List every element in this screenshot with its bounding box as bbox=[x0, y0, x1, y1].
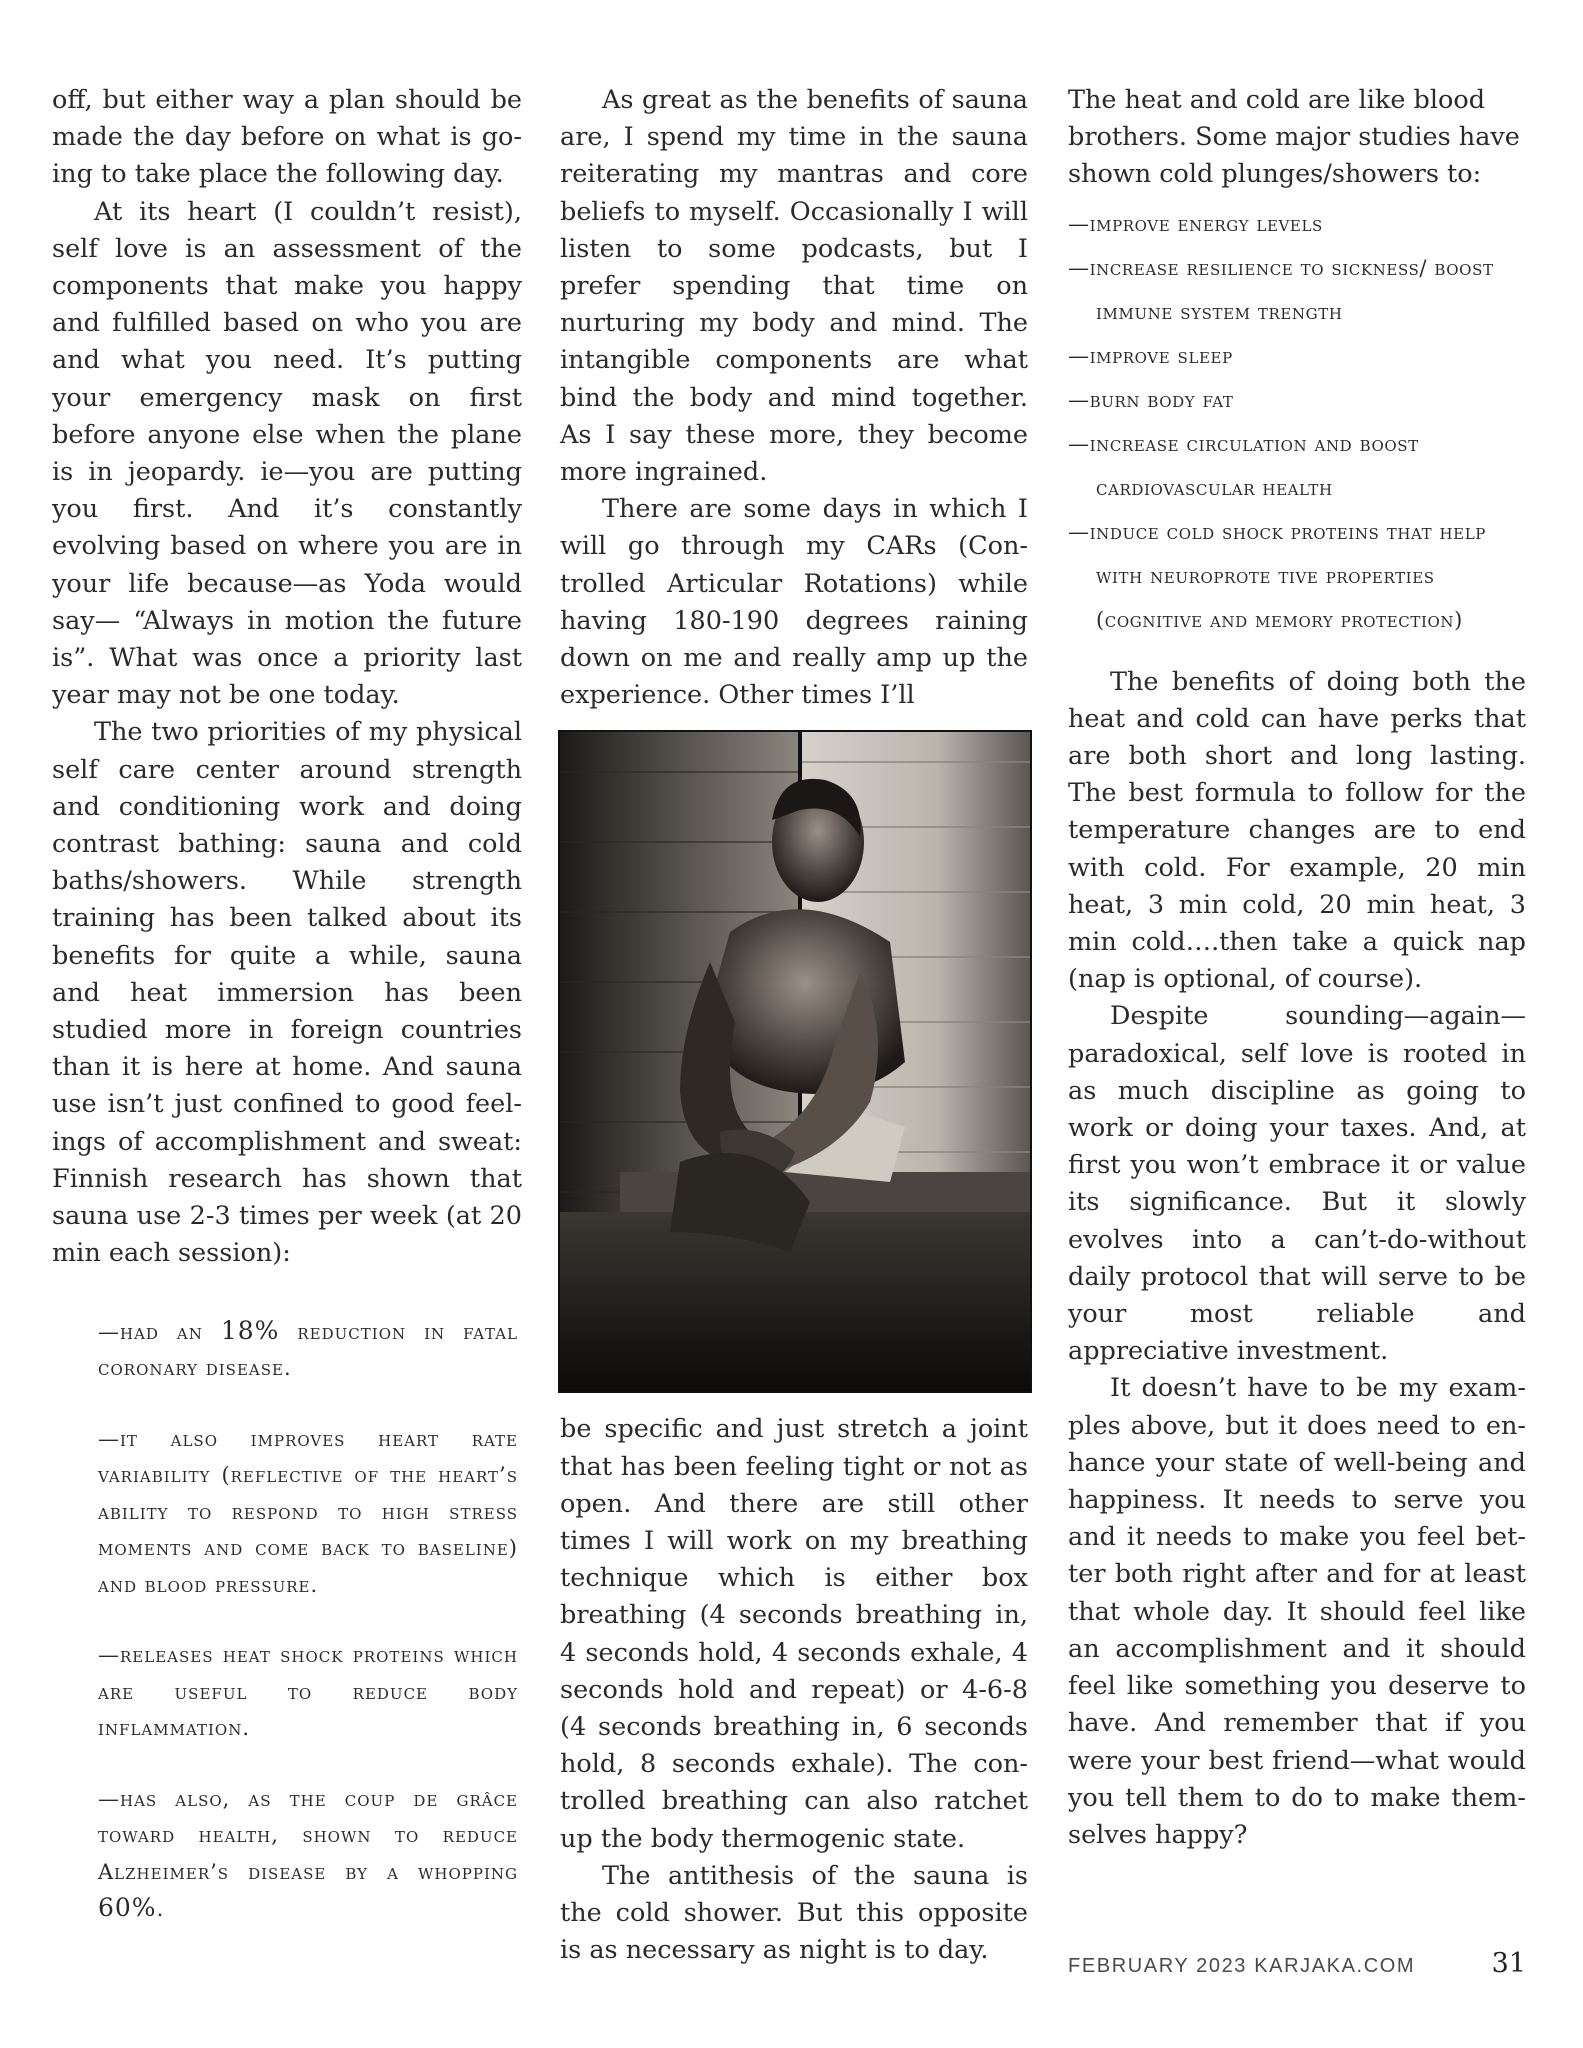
column-1 bbox=[52, 82, 522, 1962]
list-item: —it also improves heart rate variability (reflective of the heart’s ability to respond to high stress moments and come back to baseline) and blood pressure. bbox=[98, 1426, 518, 1597]
list-item: —improve sleep bbox=[1068, 343, 1233, 368]
sauna-benefits-list bbox=[52, 1313, 518, 1928]
body-paragraph: The benefits of doing both the heat and cold can have perks that are both short and long lasting. The best formula to follow for the temperature changes are to end with cold. For example, 20 min heat, 3 min cold, 20 min heat, 3 min cold….then take a quick nap (nap is optional, of course). bbox=[1068, 666, 1526, 995]
page-number: 31 bbox=[1491, 1948, 1526, 1979]
body-paragraph: The antithesis of the sauna is the cold shower. But this opposite is as necessary as night is to day. bbox=[560, 1860, 1028, 1966]
body-paragraph: The heat and cold are like blood brothers. Some major studies have shown cold plunges/showers to: bbox=[1068, 85, 1520, 190]
body-paragraph: There are some days in which I will go through my CARs (Controlled Articular Rotations) while having 180-190 degrees raining down on me and really amp up the experience. Other times I’ll bbox=[560, 494, 1028, 711]
sauna-man-image bbox=[560, 732, 1030, 1391]
list-item: —had an 18% reduction in fatal coronary disease. bbox=[98, 1315, 519, 1380]
list-item: —improve energy levels bbox=[1068, 211, 1323, 236]
body-paragraph: Despite sounding—again— paradoxical, self love is rooted in as much discipline as going to work or doing your taxes. And, at first you won’t embrace it or value its significance. But it slowly evolves into a can’t-do-without daily protocol that will serve to be your most reliable and appreciative investment. bbox=[1068, 1001, 1526, 1367]
list-item: —increase circulation and boost cardiovascular health bbox=[1068, 431, 1419, 500]
stat-number: 18% bbox=[220, 1315, 280, 1345]
column-2 bbox=[560, 82, 1028, 1970]
body-paragraph: off, but either way a plan should be made the day before on what is going to take place the following day. bbox=[52, 85, 522, 190]
body-paragraph: The two priorities of my physical self care center around strength and conditioning work and doing contrast bathing: sauna and cold baths/showers. While strength training has been talked about its benefits for quite a while, sauna and heat immersion has been studied more in foreign countries than it is here at home. And sauna use isn’t just confined to good feelings of accomplishment and sweat: Finnish research has shown that sauna use 2-3 times per week (at 20 min each session): bbox=[52, 717, 522, 1269]
list-item: —induce cold shock proteins that help with neuroprote tive properties (cognitive and memory protection) bbox=[1068, 519, 1486, 632]
list-item: —has also, as the coup de grâce toward health, shown to reduce Alzheimer’s disease by a whopping 60%. bbox=[98, 1786, 518, 1922]
stat-number: 60% bbox=[98, 1893, 157, 1922]
page-footer bbox=[1068, 1948, 1526, 1979]
list-item: —burn body fat bbox=[1068, 387, 1234, 412]
body-paragraph: It doesn’t have to be my examples above, but it does need to enhance your state of well-being and happiness. It needs to serve you and it needs to make you feel better both right after and for at least that whole day. It should feel like an accomplishment and it should feel like something you deserve to have. And remember that if you were your best friend—what would you tell them to do to make themselves happy? bbox=[1068, 1373, 1526, 1850]
body-paragraph: be specific and just stretch a joint that has been feeling tight or not as open. And there are still other times I will work on my breathing technique which is either box breathing (4 seconds breathing in, 4 seconds hold, 4 seconds exhale, 4 seconds hold and repeat) or 4-6-8 (4 seconds breathing in, 6 seconds hold, 8 seconds exhale). The controlled breathing can also ratchet up the body thermogenic state. bbox=[560, 1414, 1028, 1854]
list-item: —releases heat shock proteins which are useful to reduce body inflammation. bbox=[98, 1643, 518, 1740]
publication-info: FEBRUARY 2023 KARJAKA.COM bbox=[1068, 1955, 1416, 1977]
sauna-photo bbox=[558, 730, 1032, 1393]
body-paragraph: At its heart (I couldn’t resist), self love is an assessment of the components that make you happy and fulfilled based on who you are and what you need. It’s putting your emergency mask on first before anyone else when the plane is in jeopardy. ie—you are putting you first. And it’s constantly evolving based on where you are in your life because—as Yoda would say— “Always in motion the future is”. What was once a priority last year may not be one today. bbox=[52, 196, 522, 711]
column-3 bbox=[1068, 82, 1526, 1854]
body-paragraph: As great as the benefits of sauna are, I spend my time in the sauna reiterating my mantras and core beliefs to myself. Occasionally I will listen to some podcasts, but I prefer spending that time on nurturing my body and mind. The intangible components are what bind the body and mind together. As I say these more, they become more ingrained. bbox=[560, 85, 1028, 488]
list-item: —increase resilience to sickness/ boost immune system trength bbox=[1068, 255, 1494, 324]
cold-benefits-list bbox=[1068, 202, 1526, 642]
